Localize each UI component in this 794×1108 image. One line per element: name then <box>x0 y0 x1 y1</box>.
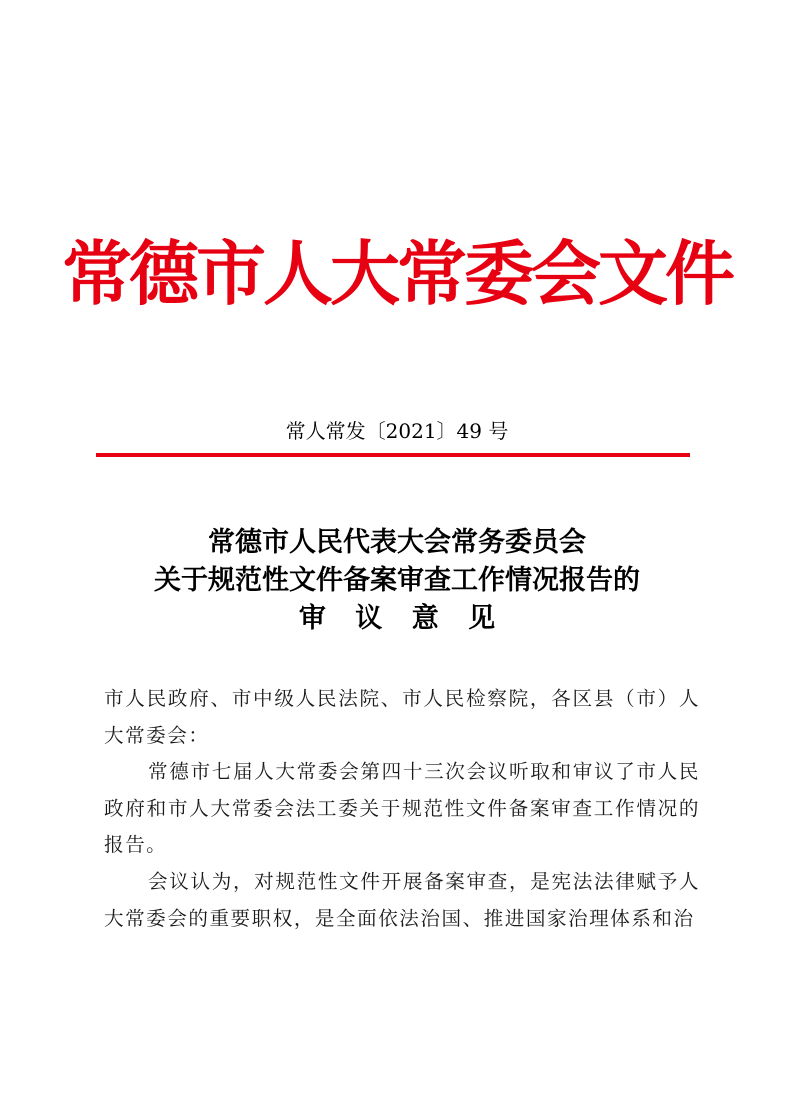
document-number: 常人常发〔2021〕49 号 <box>285 419 509 443</box>
document-title <box>0 524 794 638</box>
body-paragraph-2: 会议认为，对规范性文件开展备案审查，是宪法法律赋予人大常委会的重要职权，是全面依法治国、推进国家治理体系和治 <box>104 869 700 930</box>
document-title-line-2: 关于规范性文件备案审查工作情况报告的 <box>154 565 640 596</box>
document-body <box>104 681 700 937</box>
document-title-line-3: 审 议 意 见 <box>298 603 506 634</box>
document-title-line-1: 常德市人民代表大会常务委员会 <box>208 527 586 558</box>
salutation: 市人民政府、市中级人民法院、市人民检察院，各区县（市）人大常委会： <box>104 687 700 747</box>
red-divider-line <box>96 453 690 457</box>
body-paragraph-1: 常德市七届人大常委会第四十三次会议听取和审议了市人民政府和市人大常委会法工委关于规范性文件备案审查工作情况的报告。 <box>104 760 700 857</box>
document-header-title: 常德市人大常委会文件 <box>62 237 732 314</box>
